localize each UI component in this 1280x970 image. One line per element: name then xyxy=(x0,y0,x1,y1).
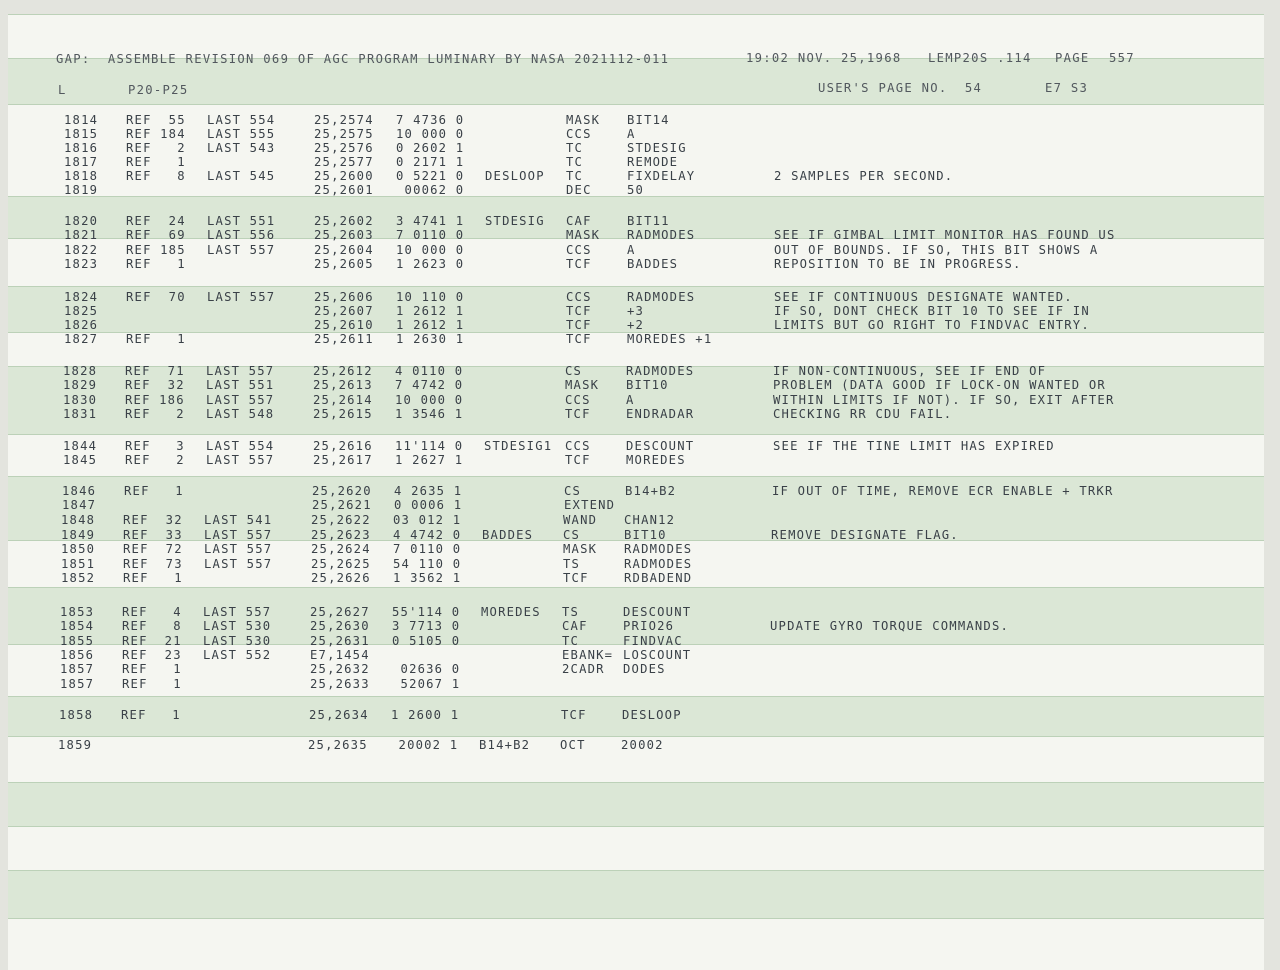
last-ref-page: LAST 545 xyxy=(207,169,276,183)
ref-count: REF 70 xyxy=(126,290,186,304)
comment: IF SO, DONT CHECK BIT 10 TO SEE IF IN xyxy=(774,304,1090,318)
opcode: CS xyxy=(563,528,581,542)
opcode: MASK xyxy=(563,542,598,556)
octal-code: 1 2600 1 xyxy=(391,708,460,722)
line-number: 1853 xyxy=(60,605,95,619)
operand: REMODE xyxy=(627,155,679,169)
ref-count: REF 8 xyxy=(126,169,186,183)
page-number: 557 xyxy=(1109,51,1135,65)
ref-count: REF 3 xyxy=(125,439,185,453)
last-ref-page: LAST 541 xyxy=(204,513,273,527)
operand: 20002 xyxy=(621,738,664,752)
line-number: 1858 xyxy=(59,708,94,722)
ref-count: REF 32 xyxy=(125,378,185,392)
last-ref-page: LAST 530 xyxy=(203,634,272,648)
address: 25,2610 xyxy=(314,318,374,332)
address: 25,2630 xyxy=(310,619,370,633)
line-number: 1820 xyxy=(64,214,99,228)
ref-count: REF 2 xyxy=(126,141,186,155)
address: 25,2617 xyxy=(313,453,373,467)
line-number: 1852 xyxy=(61,571,96,585)
address: 25,2577 xyxy=(314,155,374,169)
ref-count: REF 69 xyxy=(126,228,186,242)
comment: IF NON-CONTINUOUS, SEE IF END OF xyxy=(773,364,1047,378)
last-ref-page: LAST 557 xyxy=(206,453,275,467)
line-number: 1824 xyxy=(64,290,99,304)
address: 25,2622 xyxy=(311,513,371,527)
operand: CHAN12 xyxy=(624,513,676,527)
last-ref-page: LAST 556 xyxy=(207,228,276,242)
assembly-listing xyxy=(8,14,1264,970)
line-number: 1847 xyxy=(62,498,97,512)
operand: BIT10 xyxy=(626,378,669,392)
octal-code: 1 2630 1 xyxy=(396,332,465,346)
ref-count: REF 2 xyxy=(125,453,185,467)
symbol-label: BADDES xyxy=(482,528,534,542)
line-number: 1854 xyxy=(60,619,95,633)
line-number: 1822 xyxy=(64,243,99,257)
line-number: 1831 xyxy=(63,407,98,421)
opcode: TCF xyxy=(566,332,592,346)
line-number: 1856 xyxy=(60,648,95,662)
symbol-label: MOREDES xyxy=(481,605,541,619)
octal-code: 0 0006 1 xyxy=(394,498,463,512)
octal-code: 54 110 0 xyxy=(393,557,462,571)
line-number: 1817 xyxy=(64,155,99,169)
address: 25,2607 xyxy=(314,304,374,318)
operand: RADMODES xyxy=(626,364,695,378)
octal-code: 0 2171 1 xyxy=(396,155,465,169)
comment: OUT OF BOUNDS. IF SO, THIS BIT SHOWS A xyxy=(774,243,1099,257)
operand: +3 xyxy=(627,304,645,318)
opcode: TCF xyxy=(566,318,592,332)
tape-id: LEMP20S .114 xyxy=(928,51,1032,65)
operand: B14+B2 xyxy=(625,484,677,498)
operand: RADMODES xyxy=(624,542,693,556)
last-ref-page: LAST 551 xyxy=(207,214,276,228)
last-ref-page: LAST 557 xyxy=(206,393,275,407)
last-ref-page: LAST 551 xyxy=(206,378,275,392)
operand: RADMODES xyxy=(624,557,693,571)
address: 25,2611 xyxy=(314,332,374,346)
opcode: CAF xyxy=(562,619,588,633)
address: 25,2614 xyxy=(313,393,373,407)
opcode: TCF xyxy=(566,304,592,318)
line-number: 1851 xyxy=(61,557,96,571)
opcode: 2CADR xyxy=(562,662,605,676)
address: 25,2613 xyxy=(313,378,373,392)
comment: CHECKING RR CDU FAIL. xyxy=(773,407,953,421)
line-number: 1825 xyxy=(64,304,99,318)
operand: BADDES xyxy=(627,257,679,271)
opcode: DEC xyxy=(566,183,592,197)
address: E7,1454 xyxy=(310,648,370,662)
octal-code: 20002 1 xyxy=(390,738,459,752)
octal-code: 02636 0 xyxy=(392,662,461,676)
comment: LIMITS BUT GO RIGHT TO FINDVAC ENTRY. xyxy=(774,318,1090,332)
octal-code: 10 110 0 xyxy=(396,290,465,304)
octal-code: 1 2612 1 xyxy=(396,318,465,332)
opcode: CCS xyxy=(565,439,591,453)
octal-code: 0 5105 0 xyxy=(392,634,461,648)
opcode: TCF xyxy=(563,571,589,585)
last-ref-page: LAST 552 xyxy=(203,648,272,662)
octal-code: 7 0110 0 xyxy=(393,542,462,556)
comment: WITHIN LIMITS IF NOT). IF SO, EXIT AFTER xyxy=(773,393,1115,407)
address: 25,2612 xyxy=(313,364,373,378)
ref-count: REF 186 xyxy=(125,393,185,407)
octal-code: 55'114 0 xyxy=(392,605,461,619)
address: 25,2575 xyxy=(314,127,374,141)
ref-count: REF 1 xyxy=(126,155,186,169)
line-number: 1845 xyxy=(63,453,98,467)
run-timestamp: 19:02 NOV. 25,1968 xyxy=(746,51,902,65)
last-ref-page: LAST 543 xyxy=(207,141,276,155)
address: 25,2624 xyxy=(311,542,371,556)
opcode: CCS xyxy=(566,127,592,141)
address: 25,2631 xyxy=(310,634,370,648)
symbol-label: B14+B2 xyxy=(479,738,531,752)
last-ref-page: LAST 548 xyxy=(206,407,275,421)
ref-count: REF 71 xyxy=(125,364,185,378)
ref-count: REF 73 xyxy=(123,557,183,571)
opcode: EBANK= xyxy=(562,648,614,662)
line-number: 1855 xyxy=(60,634,95,648)
line-number: 1818 xyxy=(64,169,99,183)
ref-count: REF 55 xyxy=(126,113,186,127)
last-ref-page: LAST 555 xyxy=(207,127,276,141)
octal-code: 10 000 0 xyxy=(396,243,465,257)
address: 25,2604 xyxy=(314,243,374,257)
address: 25,2625 xyxy=(311,557,371,571)
opcode: TC xyxy=(566,155,584,169)
last-ref-page: LAST 557 xyxy=(207,243,276,257)
operand: STDESIG xyxy=(627,141,687,155)
operand: A xyxy=(627,243,636,257)
ref-count: REF 1 xyxy=(121,708,181,722)
line-number: 1823 xyxy=(64,257,99,271)
octal-code: 4 2635 1 xyxy=(394,484,463,498)
line-number: 1849 xyxy=(61,528,96,542)
opcode: CCS xyxy=(566,243,592,257)
printout-sheet xyxy=(8,14,1264,970)
line-number: 1846 xyxy=(62,484,97,498)
octal-code: 10 000 0 xyxy=(396,127,465,141)
operand: MOREDES xyxy=(626,453,686,467)
address: 25,2621 xyxy=(312,498,372,512)
line-number: 1827 xyxy=(64,332,99,346)
octal-code: 1 3546 1 xyxy=(395,407,464,421)
operand: LOSCOUNT xyxy=(623,648,692,662)
octal-code: 1 2623 0 xyxy=(396,257,465,271)
opcode: CS xyxy=(565,364,583,378)
sheet-id: E7 S3 xyxy=(1045,81,1089,95)
ref-count: REF 21 xyxy=(122,634,182,648)
log-label: L xyxy=(58,83,67,97)
last-ref-page: LAST 530 xyxy=(203,619,272,633)
operand: DESCOUNT xyxy=(626,439,695,453)
last-ref-page: LAST 557 xyxy=(204,542,273,556)
ref-count: REF 1 xyxy=(124,484,184,498)
line-number: 1830 xyxy=(63,393,98,407)
octal-code: 0 5221 0 xyxy=(396,169,465,183)
opcode: WAND xyxy=(563,513,598,527)
operand: ENDRADAR xyxy=(626,407,695,421)
symbol-label: STDESIG1 xyxy=(484,439,553,453)
address: 25,2606 xyxy=(314,290,374,304)
opcode: TCF xyxy=(565,407,591,421)
octal-code: 3 7713 0 xyxy=(392,619,461,633)
line-number: 1821 xyxy=(64,228,99,242)
address: 25,2601 xyxy=(314,183,374,197)
address: 25,2602 xyxy=(314,214,374,228)
octal-code: 7 0110 0 xyxy=(396,228,465,242)
address: 25,2600 xyxy=(314,169,374,183)
opcode: MASK xyxy=(565,378,600,392)
last-ref-page: LAST 557 xyxy=(206,364,275,378)
ref-count: REF 72 xyxy=(123,542,183,556)
line-number: 1857 xyxy=(60,662,95,676)
comment: SEE IF CONTINUOUS DESIGNATE WANTED. xyxy=(774,290,1073,304)
octal-code: 3 4741 1 xyxy=(396,214,465,228)
opcode: TC xyxy=(566,169,584,183)
opcode: CAF xyxy=(566,214,592,228)
address: 25,2615 xyxy=(313,407,373,421)
section-name: P20-P25 xyxy=(128,83,189,97)
opcode: MASK xyxy=(566,228,601,242)
octal-code: 1 3562 1 xyxy=(393,571,462,585)
opcode: TCF xyxy=(566,257,592,271)
ref-count: REF 184 xyxy=(126,127,186,141)
octal-code: 7 4736 0 xyxy=(396,113,465,127)
opcode: CCS xyxy=(566,290,592,304)
last-ref-page: LAST 554 xyxy=(206,439,275,453)
operand: BIT14 xyxy=(627,113,670,127)
comment: REMOVE DESIGNATE FLAG. xyxy=(771,528,959,542)
opcode: CCS xyxy=(565,393,591,407)
operand: DODES xyxy=(623,662,666,676)
operand: FINDVAC xyxy=(623,634,683,648)
opcode: TS xyxy=(563,557,581,571)
line-number: 1828 xyxy=(63,364,98,378)
last-ref-page: LAST 554 xyxy=(207,113,276,127)
operand: A xyxy=(626,393,635,407)
octal-code: 52067 1 xyxy=(392,677,461,691)
opcode: EXTEND xyxy=(564,498,616,512)
page-label: PAGE xyxy=(1055,51,1090,65)
address: 25,2574 xyxy=(314,113,374,127)
opcode: MASK xyxy=(566,113,601,127)
opcode: TCF xyxy=(565,453,591,467)
comment: SEE IF GIMBAL LIMIT MONITOR HAS FOUND US xyxy=(774,228,1116,242)
line-number: 1816 xyxy=(64,141,99,155)
octal-code: 1 2612 1 xyxy=(396,304,465,318)
address: 25,2627 xyxy=(310,605,370,619)
address: 25,2623 xyxy=(311,528,371,542)
operand: +2 xyxy=(627,318,645,332)
ref-count: REF 1 xyxy=(122,662,182,676)
octal-code: 00062 0 xyxy=(396,183,465,197)
assembly-title: GAP: ASSEMBLE REVISION 069 OF AGC PROGRAM LUMINARY BY NASA 2021112-011 xyxy=(56,52,670,66)
ref-count: REF 24 xyxy=(126,214,186,228)
opcode: CS xyxy=(564,484,582,498)
comment: SEE IF THE TINE LIMIT HAS EXPIRED xyxy=(773,439,1055,453)
ref-count: REF 185 xyxy=(126,243,186,257)
ref-count: REF 1 xyxy=(126,332,186,346)
operand: DESLOOP xyxy=(622,708,682,722)
octal-code: 7 4742 0 xyxy=(395,378,464,392)
operand: RADMODES xyxy=(627,290,696,304)
symbol-label: STDESIG xyxy=(485,214,545,228)
ref-count: REF 1 xyxy=(123,571,183,585)
opcode: TS xyxy=(562,605,580,619)
ref-count: REF 32 xyxy=(123,513,183,527)
line-number: 1819 xyxy=(64,183,99,197)
comment: 2 SAMPLES PER SECOND. xyxy=(774,169,954,183)
octal-code: 03 012 1 xyxy=(393,513,462,527)
opcode: TC xyxy=(566,141,584,155)
opcode: TC xyxy=(562,634,580,648)
opcode: OCT xyxy=(560,738,586,752)
ref-count: REF 1 xyxy=(122,677,182,691)
octal-code: 10 000 0 xyxy=(395,393,464,407)
comment: REPOSITION TO BE IN PROGRESS. xyxy=(774,257,1022,271)
comment: PROBLEM (DATA GOOD IF LOCK-ON WANTED OR xyxy=(773,378,1106,392)
octal-code: 4 0110 0 xyxy=(395,364,464,378)
octal-code: 1 2627 1 xyxy=(395,453,464,467)
comment: UPDATE GYRO TORQUE COMMANDS. xyxy=(770,619,1010,633)
operand: FIXDELAY xyxy=(627,169,696,183)
address: 25,2620 xyxy=(312,484,372,498)
ref-count: REF 4 xyxy=(122,605,182,619)
octal-code: 11'114 0 xyxy=(395,439,464,453)
operand: BIT10 xyxy=(624,528,667,542)
line-number: 1857 xyxy=(60,677,95,691)
address: 25,2616 xyxy=(313,439,373,453)
address: 25,2626 xyxy=(311,571,371,585)
line-number: 1859 xyxy=(58,738,93,752)
address: 25,2633 xyxy=(310,677,370,691)
operand: BIT11 xyxy=(627,214,670,228)
operand: 50 xyxy=(627,183,645,197)
users-page-number: USER'S PAGE NO. 54 xyxy=(818,81,983,95)
line-number: 1844 xyxy=(63,439,98,453)
operand: DESCOUNT xyxy=(623,605,692,619)
ref-count: REF 1 xyxy=(126,257,186,271)
last-ref-page: LAST 557 xyxy=(207,290,276,304)
address: 25,2603 xyxy=(314,228,374,242)
line-number: 1814 xyxy=(64,113,99,127)
line-number: 1815 xyxy=(64,127,99,141)
octal-code: 4 4742 0 xyxy=(393,528,462,542)
address: 25,2635 xyxy=(308,738,368,752)
last-ref-page: LAST 557 xyxy=(203,605,272,619)
operand: RDBADEND xyxy=(624,571,693,585)
last-ref-page: LAST 557 xyxy=(204,528,273,542)
line-number: 1848 xyxy=(61,513,96,527)
line-number: 1826 xyxy=(64,318,99,332)
operand: MOREDES +1 xyxy=(627,332,713,346)
line-number: 1850 xyxy=(61,542,96,556)
operand: RADMODES xyxy=(627,228,696,242)
address: 25,2576 xyxy=(314,141,374,155)
symbol-label: DESLOOP xyxy=(485,169,545,183)
line-number: 1829 xyxy=(63,378,98,392)
ref-count: REF 2 xyxy=(125,407,185,421)
address: 25,2632 xyxy=(310,662,370,676)
comment: IF OUT OF TIME, REMOVE ECR ENABLE + TRKR xyxy=(772,484,1114,498)
last-ref-page: LAST 557 xyxy=(204,557,273,571)
address: 25,2634 xyxy=(309,708,369,722)
address: 25,2605 xyxy=(314,257,374,271)
operand: PRIO26 xyxy=(623,619,675,633)
ref-count: REF 33 xyxy=(123,528,183,542)
ref-count: REF 23 xyxy=(122,648,182,662)
octal-code: 0 2602 1 xyxy=(396,141,465,155)
ref-count: REF 8 xyxy=(122,619,182,633)
operand: A xyxy=(627,127,636,141)
opcode: TCF xyxy=(561,708,587,722)
